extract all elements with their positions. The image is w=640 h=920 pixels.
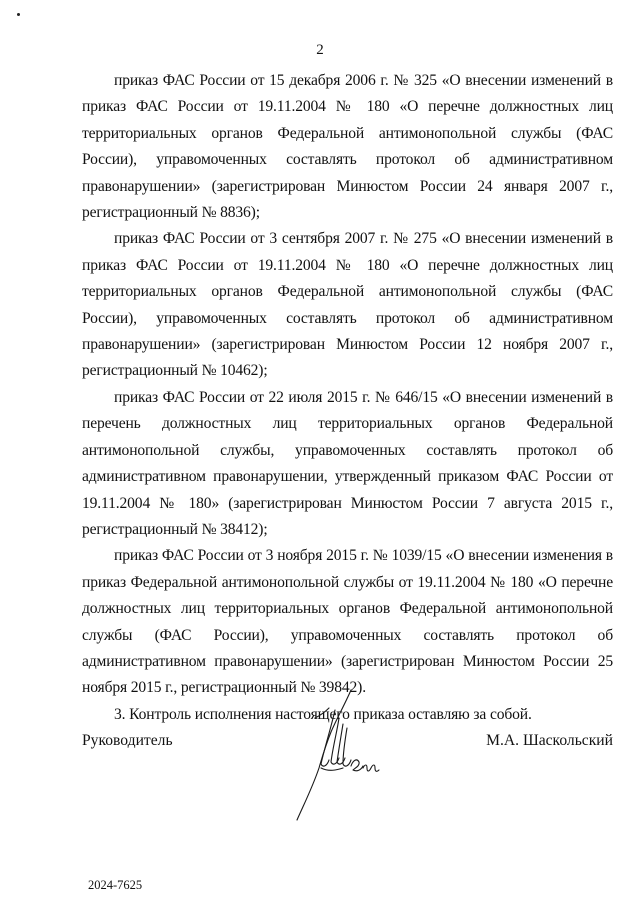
paragraph-order-646-15: приказ ФАС России от 22 июля 2015 г. № 646/15 «О внесении изменений в перечень должностных лиц территориальных органов Федеральной антимонопольной службы, управомоченных составлять протокол об административном правонарушении, утвержденный приказом ФАС России от 19.11.2004 № 180» (зарегистрирован Минюстом России 7 августа 2015 г., регистрационный № 38412);: [82, 388, 613, 538]
paragraph-order-275: приказ ФАС России от 3 сентября 2007 г. № 275 «О внесении изменений в приказ ФАС России от 19.11.2004 № 180 «О перечне должностных лиц территориальных органов Федеральной антимонопольной службы (ФАС России), управомоченных составлять протокол об административном правонарушении» (зарегистрирован Минюстом России 12 ноября 2007 г., регистрационный № 10462);: [82, 230, 613, 380]
signatory-name: М.А. Шаскольский: [486, 732, 613, 749]
handwritten-signature: [285, 688, 395, 828]
document-registration-number: 2024-7625: [88, 878, 143, 892]
paragraph-order-1039-15: приказ ФАС России от 3 ноября 2015 г. № 1039/15 «О внесении изменения в приказ Федеральной антимонопольной службы от 19.11.2004 № 180 «О перечне должностных лиц территориальных органов Федеральной антимонопольной службы (ФАС России), управомоченных составлять протокол об административном правонарушении» (зарегистрирован Минюстом России 25 ноября 2015 г., регистрационный № 39842).: [82, 547, 613, 697]
page-number: 2: [316, 42, 324, 58]
signatory-title: Руководитель: [82, 732, 173, 749]
scan-artifact-dot: [17, 13, 20, 16]
document-body: [82, 68, 613, 728]
paragraph-order-325: приказ ФАС России от 15 декабря 2006 г. № 325 «О внесении изменений в приказ ФАС России от 19.11.2004 № 180 «О перечне должностных лиц территориальных органов Федеральной антимонопольной службы (ФАС России), управомоченных составлять протокол об административном правонарушении» (зарегистрирован Минюстом России 24 января 2007 г., регистрационный № 8836);: [82, 72, 613, 222]
paragraph-control-clause: 3. Контроль исполнения настоящего приказа оставляю за собой.: [114, 705, 532, 723]
